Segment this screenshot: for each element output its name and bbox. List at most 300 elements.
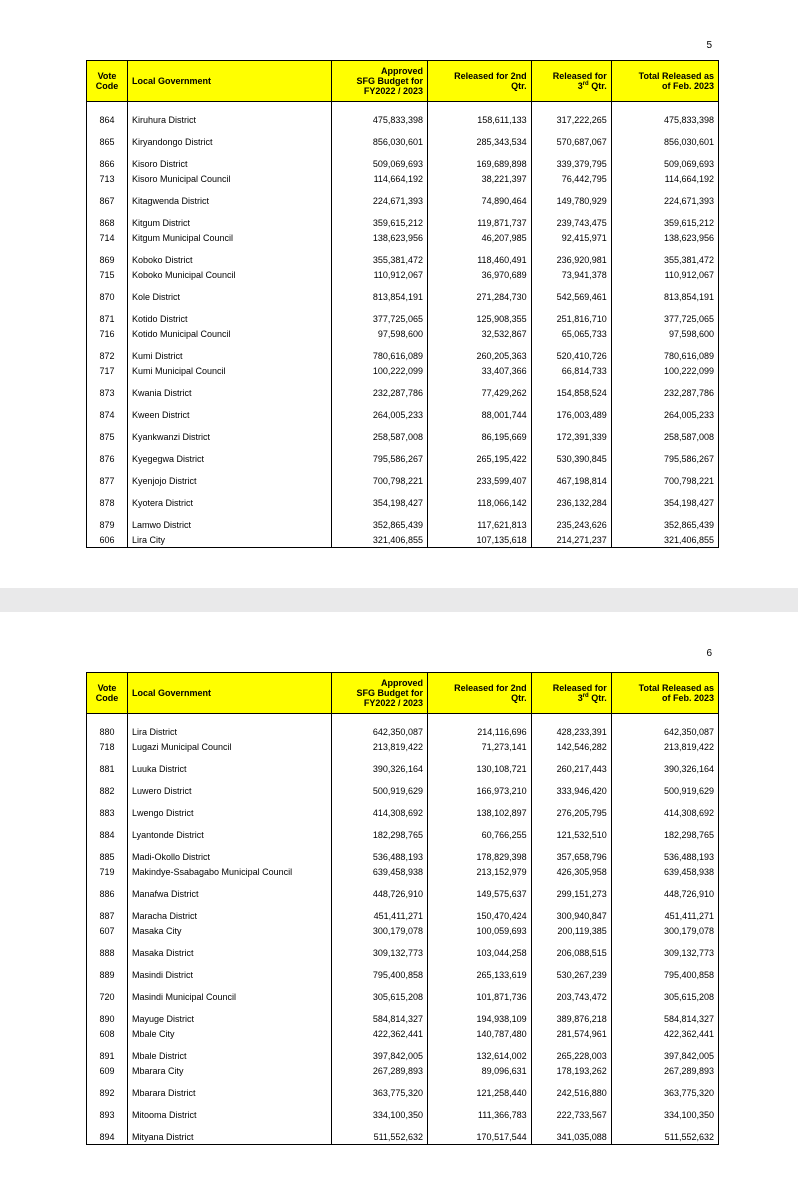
- empty-cell: [611, 1078, 718, 1085]
- empty-cell: [531, 444, 611, 451]
- spacer-row: [87, 102, 719, 113]
- released-3rd-qtr-cell: 467,198,814: [531, 473, 611, 488]
- approved-budget-cell: 642,350,087: [332, 724, 428, 739]
- empty-cell: [128, 488, 332, 495]
- empty-cell: [87, 1122, 128, 1129]
- table-row: [87, 864, 719, 879]
- approved-budget-cell: 213,819,422: [332, 739, 428, 754]
- total-released-cell: 97,598,600: [611, 326, 718, 341]
- released-3rd-qtr-cell: 200,119,385: [531, 923, 611, 938]
- vote-code-cell: 880: [87, 724, 128, 739]
- total-released-cell: 700,798,221: [611, 473, 718, 488]
- empty-cell: [87, 879, 128, 886]
- total-released-cell: 355,381,472: [611, 252, 718, 267]
- released-3rd-qtr-cell: 142,546,282: [531, 739, 611, 754]
- released-3rd-qtr-cell: 206,088,515: [531, 945, 611, 960]
- header-released-2nd-qtr: Released for 2nd Qtr.: [427, 61, 531, 102]
- local-government-cell: Kole District: [128, 289, 332, 304]
- total-released-cell: 363,775,320: [611, 1085, 718, 1100]
- released-3rd-qtr-cell: 426,305,958: [531, 864, 611, 879]
- header-vote-code: Vote Code: [87, 673, 128, 714]
- total-released-cell: 397,842,005: [611, 1048, 718, 1063]
- empty-cell: [611, 820, 718, 827]
- empty-cell: [427, 982, 531, 989]
- empty-cell: [531, 982, 611, 989]
- empty-cell: [611, 208, 718, 215]
- approved-budget-cell: 363,775,320: [332, 1085, 428, 1100]
- released-2nd-qtr-cell: 86,195,669: [427, 429, 531, 444]
- vote-code-cell: 891: [87, 1048, 128, 1063]
- empty-cell: [128, 444, 332, 451]
- empty-cell: [531, 714, 611, 725]
- approved-budget-cell: 359,615,212: [332, 215, 428, 230]
- vote-code-cell: 878: [87, 495, 128, 510]
- gap-row: [87, 466, 719, 473]
- empty-cell: [611, 901, 718, 908]
- released-3rd-qtr-cell: 92,415,971: [531, 230, 611, 245]
- empty-cell: [128, 208, 332, 215]
- empty-cell: [531, 186, 611, 193]
- approved-budget-cell: 813,854,191: [332, 289, 428, 304]
- approved-budget-cell: 182,298,765: [332, 827, 428, 842]
- released-2nd-qtr-cell: 32,532,867: [427, 326, 531, 341]
- empty-cell: [427, 466, 531, 473]
- gap-row: [87, 488, 719, 495]
- empty-cell: [332, 102, 428, 113]
- vote-code-cell: 882: [87, 783, 128, 798]
- header-total-released: Total Released as of Feb. 2023: [611, 61, 718, 102]
- total-released-cell: 309,132,773: [611, 945, 718, 960]
- empty-cell: [427, 960, 531, 967]
- empty-cell: [531, 488, 611, 495]
- released-2nd-qtr-cell: 130,108,721: [427, 761, 531, 776]
- empty-cell: [531, 820, 611, 827]
- empty-cell: [332, 1041, 428, 1048]
- total-released-cell: 305,615,208: [611, 989, 718, 1004]
- empty-cell: [128, 400, 332, 407]
- vote-code-cell: 716: [87, 326, 128, 341]
- gap-row: [87, 1004, 719, 1011]
- empty-cell: [87, 341, 128, 348]
- released-3rd-qtr-cell: 299,151,273: [531, 886, 611, 901]
- total-released-cell: 110,912,067: [611, 267, 718, 282]
- empty-cell: [531, 1078, 611, 1085]
- released-2nd-qtr-cell: 46,207,985: [427, 230, 531, 245]
- released-3rd-qtr-cell: 389,876,218: [531, 1011, 611, 1026]
- gap-row: [87, 879, 719, 886]
- table-row: [87, 156, 719, 171]
- total-released-cell: 448,726,910: [611, 886, 718, 901]
- approved-budget-cell: 511,552,632: [332, 1129, 428, 1145]
- empty-cell: [531, 1100, 611, 1107]
- released-2nd-qtr-cell: 169,689,898: [427, 156, 531, 171]
- total-released-cell: 475,833,398: [611, 112, 718, 127]
- empty-cell: [87, 400, 128, 407]
- empty-cell: [87, 938, 128, 945]
- released-2nd-qtr-cell: 103,044,258: [427, 945, 531, 960]
- local-government-cell: Kumi Municipal Council: [128, 363, 332, 378]
- total-released-cell: 213,819,422: [611, 739, 718, 754]
- vote-code-cell: 887: [87, 908, 128, 923]
- empty-cell: [128, 798, 332, 805]
- vote-code-cell: 866: [87, 156, 128, 171]
- empty-cell: [531, 102, 611, 113]
- empty-cell: [332, 149, 428, 156]
- local-government-cell: Kisoro District: [128, 156, 332, 171]
- table-row: [87, 215, 719, 230]
- table-row: [87, 289, 719, 304]
- approved-budget-cell: 334,100,350: [332, 1107, 428, 1122]
- empty-cell: [128, 879, 332, 886]
- empty-cell: [128, 466, 332, 473]
- gap-row: [87, 982, 719, 989]
- total-released-cell: 352,865,439: [611, 517, 718, 532]
- local-government-cell: Makindye-Ssabagabo Municipal Council: [128, 864, 332, 879]
- total-released-cell: 182,298,765: [611, 827, 718, 842]
- table-row: [87, 311, 719, 326]
- total-released-cell: 334,100,350: [611, 1107, 718, 1122]
- empty-cell: [611, 149, 718, 156]
- empty-cell: [531, 245, 611, 252]
- empty-cell: [611, 1041, 718, 1048]
- header-approved-budget: Approved SFG Budget for FY2022 / 2023: [332, 61, 428, 102]
- header-total-released: Total Released as of Feb. 2023: [611, 673, 718, 714]
- total-released-cell: 354,198,427: [611, 495, 718, 510]
- local-government-cell: Lyantonde District: [128, 827, 332, 842]
- empty-cell: [87, 282, 128, 289]
- empty-cell: [332, 466, 428, 473]
- gap-row: [87, 938, 719, 945]
- empty-cell: [427, 938, 531, 945]
- empty-cell: [427, 776, 531, 783]
- vote-code-cell: 720: [87, 989, 128, 1004]
- released-3rd-qtr-cell: 203,743,472: [531, 989, 611, 1004]
- empty-cell: [128, 245, 332, 252]
- vote-code-cell: 715: [87, 267, 128, 282]
- empty-cell: [427, 798, 531, 805]
- empty-cell: [531, 879, 611, 886]
- local-government-cell: Mitooma District: [128, 1107, 332, 1122]
- released-3rd-qtr-cell: 530,267,239: [531, 967, 611, 982]
- total-released-cell: 500,919,629: [611, 783, 718, 798]
- empty-cell: [611, 938, 718, 945]
- empty-cell: [128, 1078, 332, 1085]
- local-government-cell: Lira District: [128, 724, 332, 739]
- empty-cell: [332, 1122, 428, 1129]
- released-3rd-qtr-cell: 242,516,880: [531, 1085, 611, 1100]
- empty-cell: [87, 466, 128, 473]
- released-3rd-qtr-cell: 260,217,443: [531, 761, 611, 776]
- total-released-cell: 795,400,858: [611, 967, 718, 982]
- empty-cell: [427, 879, 531, 886]
- empty-cell: [427, 488, 531, 495]
- total-released-cell: 232,287,786: [611, 385, 718, 400]
- released-2nd-qtr-cell: 107,135,618: [427, 532, 531, 548]
- vote-code-cell: 609: [87, 1063, 128, 1078]
- local-government-cell: Kwania District: [128, 385, 332, 400]
- approved-budget-cell: 795,586,267: [332, 451, 428, 466]
- table-row: [87, 783, 719, 798]
- empty-cell: [611, 102, 718, 113]
- approved-budget-cell: 584,814,327: [332, 1011, 428, 1026]
- local-government-cell: Kotido Municipal Council: [128, 326, 332, 341]
- empty-cell: [531, 378, 611, 385]
- empty-cell: [427, 400, 531, 407]
- empty-cell: [87, 378, 128, 385]
- empty-cell: [332, 208, 428, 215]
- empty-cell: [87, 149, 128, 156]
- gap-row: [87, 776, 719, 783]
- local-government-cell: Kyenjojo District: [128, 473, 332, 488]
- page-number: 5: [706, 40, 712, 51]
- table-row: [87, 326, 719, 341]
- vote-code-cell: 892: [87, 1085, 128, 1100]
- released-2nd-qtr-cell: 77,429,262: [427, 385, 531, 400]
- empty-cell: [427, 422, 531, 429]
- table-row: [87, 724, 719, 739]
- table-row: [87, 761, 719, 776]
- local-government-cell: Mayuge District: [128, 1011, 332, 1026]
- empty-cell: [427, 282, 531, 289]
- approved-budget-cell: 639,458,938: [332, 864, 428, 879]
- header-local-government: Local Government: [128, 673, 332, 714]
- table-row: [87, 1129, 719, 1145]
- empty-cell: [128, 714, 332, 725]
- empty-cell: [427, 820, 531, 827]
- empty-cell: [332, 127, 428, 134]
- empty-cell: [128, 102, 332, 113]
- gap-row: [87, 510, 719, 517]
- sfg-release-table: [86, 60, 719, 548]
- released-3rd-qtr-cell: 542,569,461: [531, 289, 611, 304]
- vote-code-cell: 867: [87, 193, 128, 208]
- released-3rd-qtr-cell: 73,941,378: [531, 267, 611, 282]
- approved-budget-cell: 138,623,956: [332, 230, 428, 245]
- table-row: [87, 112, 719, 127]
- approved-budget-cell: 475,833,398: [332, 112, 428, 127]
- gap-row: [87, 378, 719, 385]
- total-released-cell: 509,069,693: [611, 156, 718, 171]
- empty-cell: [128, 901, 332, 908]
- table-row: [87, 495, 719, 510]
- vote-code-cell: 873: [87, 385, 128, 400]
- total-released-cell: 321,406,855: [611, 532, 718, 548]
- empty-cell: [611, 488, 718, 495]
- empty-cell: [531, 1122, 611, 1129]
- empty-cell: [531, 208, 611, 215]
- local-government-cell: Mbale City: [128, 1026, 332, 1041]
- gap-row: [87, 754, 719, 761]
- released-3rd-qtr-cell: 341,035,088: [531, 1129, 611, 1145]
- released-3rd-qtr-cell: 333,946,420: [531, 783, 611, 798]
- empty-cell: [531, 1041, 611, 1048]
- table-row: [87, 451, 719, 466]
- empty-cell: [611, 982, 718, 989]
- released-2nd-qtr-cell: 118,460,491: [427, 252, 531, 267]
- approved-budget-cell: 258,587,008: [332, 429, 428, 444]
- local-government-cell: Kisoro Municipal Council: [128, 171, 332, 186]
- table-row: [87, 923, 719, 938]
- table-row: [87, 517, 719, 532]
- empty-cell: [87, 982, 128, 989]
- local-government-cell: Koboko District: [128, 252, 332, 267]
- empty-cell: [87, 245, 128, 252]
- released-2nd-qtr-cell: 117,621,813: [427, 517, 531, 532]
- empty-cell: [332, 378, 428, 385]
- total-released-cell: 511,552,632: [611, 1129, 718, 1145]
- empty-cell: [87, 186, 128, 193]
- table-header-row: [87, 673, 719, 714]
- empty-cell: [427, 186, 531, 193]
- vote-code-cell: 870: [87, 289, 128, 304]
- released-2nd-qtr-cell: 194,938,109: [427, 1011, 531, 1026]
- vote-code-cell: 883: [87, 805, 128, 820]
- empty-cell: [531, 1004, 611, 1011]
- empty-cell: [87, 1078, 128, 1085]
- local-government-cell: Kiryandongo District: [128, 134, 332, 149]
- gap-row: [87, 901, 719, 908]
- released-2nd-qtr-cell: 166,973,210: [427, 783, 531, 798]
- empty-cell: [332, 422, 428, 429]
- table-body: [87, 714, 719, 1145]
- empty-cell: [128, 776, 332, 783]
- local-government-cell: Mbale District: [128, 1048, 332, 1063]
- empty-cell: [332, 754, 428, 761]
- table-row: [87, 532, 719, 548]
- empty-cell: [427, 510, 531, 517]
- empty-cell: [87, 960, 128, 967]
- empty-cell: [427, 1078, 531, 1085]
- gap-row: [87, 282, 719, 289]
- empty-cell: [332, 1100, 428, 1107]
- local-government-cell: Kyankwanzi District: [128, 429, 332, 444]
- local-government-cell: Kiruhura District: [128, 112, 332, 127]
- vote-code-cell: 874: [87, 407, 128, 422]
- gap-row: [87, 245, 719, 252]
- empty-cell: [611, 776, 718, 783]
- local-government-cell: Masaka City: [128, 923, 332, 938]
- released-3rd-qtr-cell: 154,858,524: [531, 385, 611, 400]
- vote-code-cell: 888: [87, 945, 128, 960]
- table-row: [87, 739, 719, 754]
- total-released-cell: 264,005,233: [611, 407, 718, 422]
- empty-cell: [332, 798, 428, 805]
- table-row: [87, 1107, 719, 1122]
- vote-code-cell: 872: [87, 348, 128, 363]
- empty-cell: [427, 444, 531, 451]
- empty-cell: [332, 400, 428, 407]
- released-2nd-qtr-cell: 119,871,737: [427, 215, 531, 230]
- gap-row: [87, 798, 719, 805]
- table-row: [87, 407, 719, 422]
- approved-budget-cell: 305,615,208: [332, 989, 428, 1004]
- approved-budget-cell: 352,865,439: [332, 517, 428, 532]
- empty-cell: [611, 378, 718, 385]
- gap-row: [87, 820, 719, 827]
- empty-cell: [611, 1100, 718, 1107]
- approved-budget-cell: 264,005,233: [332, 407, 428, 422]
- total-released-cell: 642,350,087: [611, 724, 718, 739]
- vote-code-cell: 890: [87, 1011, 128, 1026]
- empty-cell: [611, 422, 718, 429]
- approved-budget-cell: 300,179,078: [332, 923, 428, 938]
- empty-cell: [87, 798, 128, 805]
- local-government-cell: Kyotera District: [128, 495, 332, 510]
- approved-budget-cell: 224,671,393: [332, 193, 428, 208]
- empty-cell: [427, 1041, 531, 1048]
- released-3rd-qtr-cell: 317,222,265: [531, 112, 611, 127]
- local-government-cell: Kitagwenda District: [128, 193, 332, 208]
- table-row: [87, 805, 719, 820]
- table-row: [87, 385, 719, 400]
- vote-code-cell: 719: [87, 864, 128, 879]
- table-row: [87, 363, 719, 378]
- local-government-cell: Kitgum Municipal Council: [128, 230, 332, 245]
- table-row: [87, 348, 719, 363]
- header-released-3rd-qtr: Released for 3rd Qtr.: [531, 61, 611, 102]
- empty-cell: [87, 127, 128, 134]
- released-2nd-qtr-cell: 111,366,783: [427, 1107, 531, 1122]
- empty-cell: [531, 901, 611, 908]
- approved-budget-cell: 451,411,271: [332, 908, 428, 923]
- total-released-cell: 300,179,078: [611, 923, 718, 938]
- gap-row: [87, 422, 719, 429]
- empty-cell: [427, 304, 531, 311]
- released-2nd-qtr-cell: 100,059,693: [427, 923, 531, 938]
- empty-cell: [332, 982, 428, 989]
- empty-cell: [611, 444, 718, 451]
- approved-budget-cell: 100,222,099: [332, 363, 428, 378]
- empty-cell: [128, 186, 332, 193]
- total-released-cell: 795,586,267: [611, 451, 718, 466]
- table-row: [87, 230, 719, 245]
- empty-cell: [87, 488, 128, 495]
- empty-cell: [87, 754, 128, 761]
- empty-cell: [87, 820, 128, 827]
- table-row: [87, 1048, 719, 1063]
- empty-cell: [332, 1004, 428, 1011]
- empty-cell: [87, 714, 128, 725]
- empty-cell: [332, 488, 428, 495]
- table-row: [87, 989, 719, 1004]
- local-government-cell: Mbarara City: [128, 1063, 332, 1078]
- empty-cell: [427, 1004, 531, 1011]
- table-header-row: [87, 61, 719, 102]
- empty-cell: [611, 1004, 718, 1011]
- approved-budget-cell: 354,198,427: [332, 495, 428, 510]
- empty-cell: [531, 466, 611, 473]
- released-2nd-qtr-cell: 178,829,398: [427, 849, 531, 864]
- gap-row: [87, 1041, 719, 1048]
- vote-code-cell: 865: [87, 134, 128, 149]
- empty-cell: [128, 378, 332, 385]
- empty-cell: [531, 754, 611, 761]
- released-3rd-qtr-cell: 357,658,796: [531, 849, 611, 864]
- vote-code-cell: 864: [87, 112, 128, 127]
- header-vote-code: Vote Code: [87, 61, 128, 102]
- empty-cell: [332, 510, 428, 517]
- table-row: [87, 886, 719, 901]
- released-2nd-qtr-cell: 140,787,480: [427, 1026, 531, 1041]
- empty-cell: [128, 938, 332, 945]
- total-released-cell: 422,362,441: [611, 1026, 718, 1041]
- table-row: [87, 1011, 719, 1026]
- released-2nd-qtr-cell: 101,871,736: [427, 989, 531, 1004]
- released-3rd-qtr-cell: 339,379,795: [531, 156, 611, 171]
- empty-cell: [128, 960, 332, 967]
- vote-code-cell: 871: [87, 311, 128, 326]
- released-2nd-qtr-cell: 285,343,534: [427, 134, 531, 149]
